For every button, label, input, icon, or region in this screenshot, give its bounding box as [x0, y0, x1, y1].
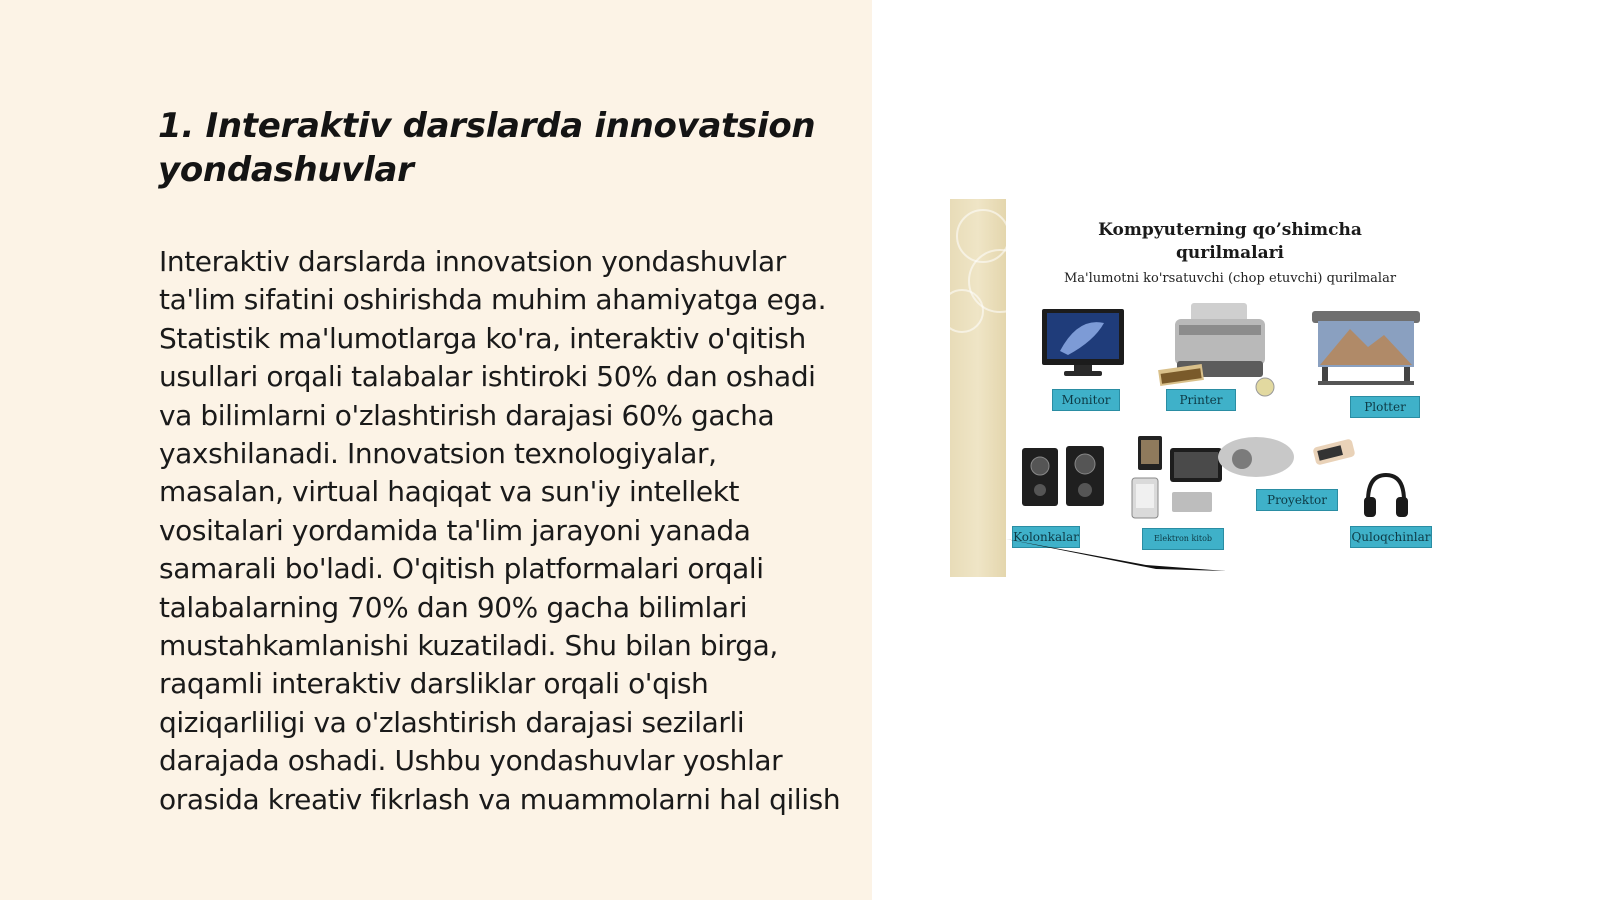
headphones-icon — [1362, 471, 1410, 523]
peripheral-devices-image — [950, 199, 1436, 577]
picture-title: Kompyuterning qo’shimcha qurilmalari — [1098, 220, 1362, 263]
headphones-label: Quloqchinlar — [1350, 526, 1432, 548]
picture-subtitle: Ma'lumotni ko'rsatuvchi (chop etuvchi) qurilmalar — [1063, 271, 1397, 286]
monitor-icon — [1038, 307, 1128, 379]
ebook-label: Elektron kitob — [1142, 528, 1224, 550]
decorative-strip — [950, 199, 1006, 577]
slide-body-text: Interaktiv darslarda innovatsion yondashuvlar ta'lim sifatini oshirishda muhim ahamiyatga ega. Statistik ma'lumotlarga ko'ra, interaktiv o'qitish usullari orqali talabalar ishtiroki 50% dan oshadi va bilimlarni o'zlashtirish darajasi 60% gacha yaxshilanadi. Innovatsion texnologiyalar, masalan, virtual haqiqat va sun'iy intellekt vositalari yordamida ta'lim jarayoni yanada samarali bo'ladi. O'qitish platformalari orqali talabalarning 70% dan 90% gacha bilimlari mustahkamlanishi kuzatiladi. Shu bilan birga, raqamli interaktiv darsliklar orqali o'qish qiziqarliligi va o'zlashtirish darajasi sezilarli darajada oshadi. Ushbu yondashuvlar yoshlar orasida kreativ fikrlash va muammolarni hal qilish — [159, 245, 841, 816]
printer-label: Printer — [1166, 389, 1236, 411]
projector-label: Proyektor — [1256, 489, 1338, 511]
plotter-icon — [1310, 307, 1422, 387]
speakers-icon — [1020, 444, 1106, 508]
projector-icon — [1218, 433, 1358, 485]
plotter-label: Plotter — [1350, 396, 1420, 418]
printer-icon — [1155, 299, 1285, 399]
slide-title: 1. Interaktiv darslarda innovatsion yondashuvlar — [158, 106, 816, 190]
decorative-sweep — [1006, 529, 1226, 577]
ebook-icon — [1130, 434, 1226, 520]
speakers-label: Kolonkalar — [1012, 526, 1080, 548]
monitor-label: Monitor — [1052, 389, 1120, 411]
